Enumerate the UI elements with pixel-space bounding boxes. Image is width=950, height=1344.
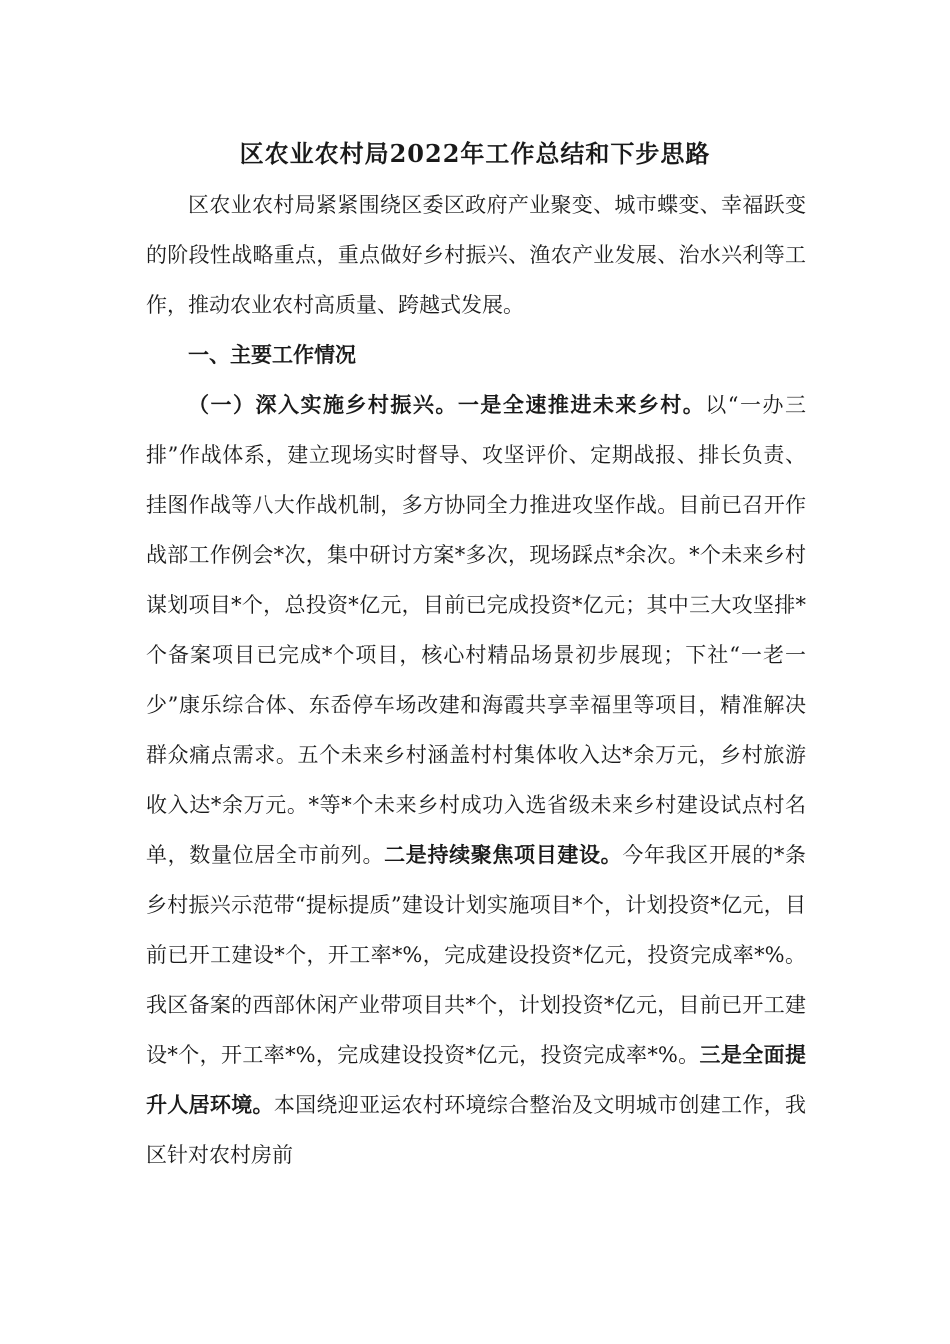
intro-paragraph: 区农业农村局紧紧围绕区委区政府产业聚变、城市蝶变、幸福跃变的阶段性战略重点，重点做好乡村振兴、渔农产业发展、治水兴利等工作，推动农业农村高质量、跨越式发展。 [146, 193, 806, 317]
section-heading-main-work: 一、主要工作情况 [188, 343, 356, 367]
rural-revitalization-paragraph [146, 380, 806, 1180]
subsection-heading: （一）深入实施乡村振兴。 [188, 392, 458, 417]
point-text-future-villages: 以“一办三排”作战体系，建立现场实时督导、攻坚评价、定期战报、排长负责、挂图作战等八大作战机制，多方协同全力推进攻坚作战。目前已召开作战部工作例会*次，集中研讨方案*多次，现场踩点*余次。*个未来乡村谋划项目*个，总投资*亿元，目前已完成投资*亿元；其中三大攻坚排*个备案项目已完成*个项目，核心村精品场景初步展现；下社“一老一少”康乐综合体、东岙停车场改建和海霞共享幸福里等项目，精准解决群众痛点需求。五个未来乡村涵盖村村集体收入达*余万元，乡村旅游收入达*余万元。*等*个未来乡村成功入选省级未来乡村建设试点村名单，数量位居全市前列。 [146, 393, 806, 867]
point-text-project-construction: 今年我区开展的*条乡村振兴示范带“提标提质”建设计划实施项目*个，计划投资*亿元，目前已开工建设*个，开工率*%，完成建设投资*亿元，投资完成率*%。我区备案的西部休闲产业带项目共*个，计划投资*亿元，目前已开工建设*个，开工率*%，完成建设投资*亿元，投资完成率*%。 [146, 843, 807, 1067]
document-body [146, 180, 806, 1180]
document-title: 区农业农村局2022年工作总结和下步思路 [239, 139, 711, 168]
point-title-future-villages: 一是全速推进未来乡村。 [457, 392, 706, 417]
point-text-living-environment: 本国绕迎亚运农村环境综合整治及文明城市创建工作，我区针对农村房前 [146, 1093, 807, 1167]
point-title-project-construction: 二是持续聚焦项目建设。 [384, 842, 623, 867]
point-title-living-environment: 三是全面提升人居环境。 [146, 1042, 807, 1117]
